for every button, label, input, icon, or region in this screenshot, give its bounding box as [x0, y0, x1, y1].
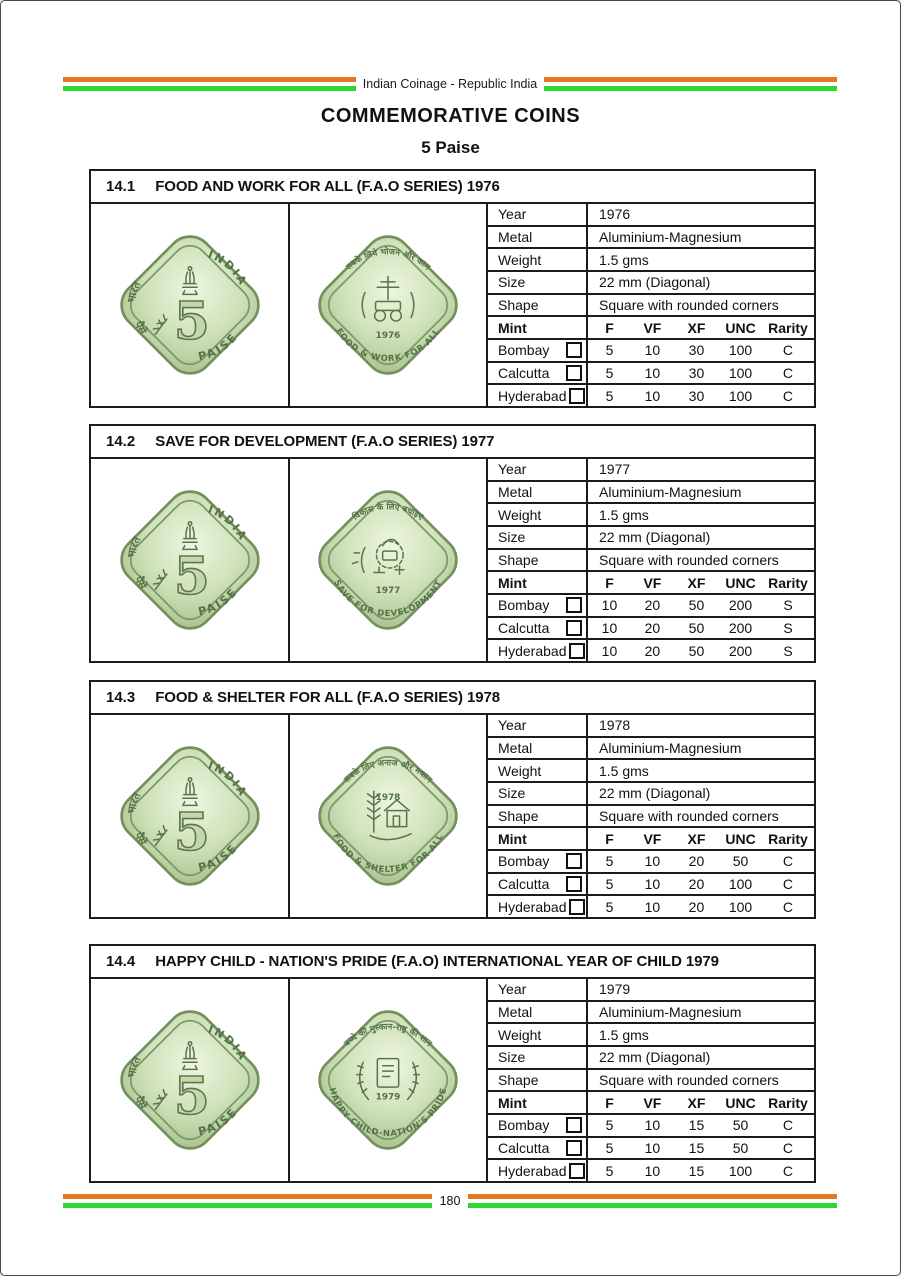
tricolor-stripe-right	[544, 77, 837, 91]
price-f: 10	[601, 642, 618, 659]
spec-label: Size	[488, 783, 588, 804]
price-f: 5	[605, 1140, 614, 1157]
rarity-value: C	[782, 876, 794, 893]
mint-checkbox[interactable]	[569, 388, 585, 404]
rarity-value: C	[782, 387, 794, 404]
spec-value: 1.5 gms	[599, 506, 649, 523]
price-f: 5	[605, 1162, 614, 1179]
coin-denomination: 5	[173, 546, 210, 607]
spec-label: Weight	[488, 249, 588, 270]
mint-col-header: Mint	[488, 572, 588, 593]
coin-obv-unit: PAISE	[196, 1105, 241, 1139]
coin-reverse-image	[308, 480, 468, 640]
price-unc: 200	[728, 620, 753, 637]
section-title: FOOD & SHELTER FOR ALL (F.A.O SERIES) 1978	[155, 689, 500, 706]
spec-table	[488, 715, 814, 917]
mint-row	[488, 1138, 814, 1161]
spec-label: Size	[488, 272, 588, 293]
spec-row	[488, 715, 814, 738]
spec-row	[488, 550, 814, 573]
mint-checkbox[interactable]	[566, 597, 582, 613]
spec-table	[488, 459, 814, 661]
grade-header-rarity: Rarity	[768, 574, 808, 591]
footer-band	[63, 1193, 837, 1208]
coin-rev-legend-hindi: विकास के लिए बचाइए	[350, 501, 426, 522]
mint-checkbox[interactable]	[566, 342, 582, 358]
spec-value: Square with rounded corners	[599, 808, 779, 825]
price-unc: 200	[728, 597, 753, 614]
spec-row	[488, 227, 814, 250]
spec-row	[488, 1002, 814, 1025]
price-f: 10	[601, 597, 618, 614]
price-xf: 30	[688, 342, 705, 359]
mint-row	[488, 1160, 814, 1181]
coin-rev-legend: FOOD & WORK FOR ALL	[334, 326, 442, 364]
mint-col-header: Mint	[488, 828, 588, 849]
price-xf: 15	[688, 1162, 705, 1179]
spec-value: Square with rounded corners	[599, 1072, 779, 1089]
price-unc: 100	[728, 898, 753, 915]
spec-value: 22 mm (Diagonal)	[599, 529, 711, 546]
rarity-value: C	[782, 1117, 794, 1134]
section-title: FOOD AND WORK FOR ALL (F.A.O SERIES) 1976	[155, 178, 500, 195]
coin-reverse-image	[308, 225, 468, 385]
mint-checkbox[interactable]	[566, 1117, 582, 1133]
spec-value: Aluminium-Magnesium	[599, 740, 742, 756]
coin-obv-unit-hindi: पैसे	[131, 574, 149, 592]
grade-header-vf: VF	[643, 574, 662, 591]
mint-row	[488, 1115, 814, 1138]
price-xf: 15	[688, 1140, 705, 1157]
spec-row	[488, 1024, 814, 1047]
spec-row	[488, 979, 814, 1002]
coin-rev-legend-hindi: सबके लिये भोजन और काम	[343, 246, 433, 272]
coin-rev-legend: SAVE FOR DEVELOPMENT	[332, 577, 444, 619]
price-vf: 10	[644, 1162, 661, 1179]
price-xf: 15	[688, 1117, 705, 1134]
coin-rev-year: 1979	[375, 1092, 401, 1103]
coin-reverse	[290, 979, 488, 1181]
spec-label: Metal	[488, 738, 588, 759]
mint-row	[488, 851, 814, 874]
page-title: COMMEMORATIVE COINS	[320, 105, 581, 127]
price-f: 10	[601, 620, 618, 637]
mint-name: Hyderabad	[498, 1162, 567, 1179]
coin-rev-legend: FOOD & SHELTER FOR ALL	[331, 831, 445, 875]
price-unc: 200	[728, 642, 753, 659]
spec-value: Aluminium-Magnesium	[599, 1004, 742, 1020]
mint-header-row	[488, 317, 814, 340]
spec-value: 1977	[599, 461, 631, 478]
spec-value: 1.5 gms	[599, 1026, 649, 1043]
section-title: HAPPY CHILD - NATION'S PRIDE (F.A.O) INTERNATIONAL YEAR OF CHILD 1979	[155, 953, 719, 970]
rarity-value: S	[783, 642, 793, 659]
price-f: 5	[605, 365, 614, 382]
spec-value: 22 mm (Diagonal)	[599, 1049, 711, 1066]
price-vf: 10	[644, 342, 661, 359]
section-header	[91, 426, 814, 459]
spec-row	[488, 1070, 814, 1093]
coin-obverse-image	[110, 225, 270, 385]
spec-value: Square with rounded corners	[599, 552, 779, 569]
spec-label: Year	[488, 204, 588, 225]
coin-rev-year: 1978	[375, 793, 401, 803]
price-f: 5	[605, 342, 614, 359]
price-vf: 10	[644, 365, 661, 382]
spec-label: Shape	[488, 550, 588, 571]
grade-header-xf: XF	[687, 574, 706, 591]
mint-col-header: Mint	[488, 1092, 588, 1113]
section-header	[91, 946, 814, 979]
grade-header-rarity: Rarity	[768, 1094, 808, 1111]
coin-denomination: 5	[173, 802, 210, 863]
grade-header-vf: VF	[643, 830, 662, 847]
spec-row	[488, 527, 814, 550]
spec-value: 1.5 gms	[599, 251, 649, 268]
price-xf: 20	[688, 853, 705, 870]
spec-row	[488, 504, 814, 527]
section-number: 14.1	[106, 178, 136, 195]
coin-reverse	[290, 459, 488, 661]
mint-checkbox[interactable]	[566, 853, 582, 869]
coin-obv-unit-hindi: पैसे	[131, 319, 149, 337]
spec-value: 1979	[599, 981, 631, 998]
price-vf: 10	[644, 898, 661, 915]
mint-header-row	[488, 828, 814, 851]
coin-obv-unit-hindi: पैसे	[131, 1094, 149, 1112]
mint-name: Bombay	[498, 853, 550, 870]
grade-header-vf: VF	[643, 1094, 662, 1111]
grade-header-f: F	[605, 574, 614, 591]
mint-col-header: Mint	[488, 317, 588, 338]
rarity-value: C	[782, 342, 794, 359]
price-unc: 100	[728, 876, 753, 893]
price-vf: 10	[644, 387, 661, 404]
price-unc: 100	[728, 365, 753, 382]
coin-obv-unit: PAISE	[196, 841, 241, 875]
section-14-2	[89, 424, 816, 663]
coin-rev-legend: HAPPY CHILD-NATION'S PRIDE	[327, 1086, 449, 1139]
coin-denomination: 5	[173, 1066, 210, 1127]
price-unc: 100	[728, 342, 753, 359]
price-xf: 50	[688, 642, 705, 659]
price-unc: 50	[732, 1140, 749, 1157]
price-f: 5	[605, 387, 614, 404]
header-band-title: Indian Coinage - Republic India	[362, 76, 538, 91]
mint-name: Bombay	[498, 597, 550, 614]
price-vf: 10	[644, 1117, 661, 1134]
spec-label: Metal	[488, 1002, 588, 1023]
mint-name: Hyderabad	[498, 642, 567, 659]
rarity-value: C	[782, 365, 794, 382]
mint-checkbox[interactable]	[566, 365, 582, 381]
mint-name: Calcutta	[498, 876, 550, 893]
price-f: 5	[605, 1117, 614, 1134]
price-f: 5	[605, 876, 614, 893]
price-xf: 20	[688, 898, 705, 915]
grade-header-unc: UNC	[725, 1094, 756, 1111]
price-unc: 50	[732, 853, 749, 870]
coin-reverse	[290, 204, 488, 406]
spec-row	[488, 272, 814, 295]
grade-header-vf: VF	[643, 319, 662, 336]
rarity-value: C	[782, 1140, 794, 1157]
mint-checkbox[interactable]	[566, 1140, 582, 1156]
coin-obverse-image	[110, 736, 270, 896]
coin-obv-script: भारत	[123, 790, 143, 815]
spec-value: Square with rounded corners	[599, 297, 779, 314]
tricolor-stripe-right	[468, 1194, 837, 1208]
price-xf: 50	[688, 597, 705, 614]
coin-obverse	[91, 979, 290, 1181]
section-14-3	[89, 680, 816, 919]
spec-label: Shape	[488, 806, 588, 827]
rarity-value: C	[782, 1162, 794, 1179]
mint-name: Calcutta	[498, 365, 550, 382]
coin-obv-country: INDIA	[205, 1022, 250, 1064]
header-band	[63, 76, 837, 91]
spec-row	[488, 760, 814, 783]
grade-header-f: F	[605, 1094, 614, 1111]
coin-obv-script: भारत	[123, 279, 143, 304]
spec-label: Weight	[488, 760, 588, 781]
section-title: SAVE FOR DEVELOPMENT (F.A.O SERIES) 1977	[155, 433, 495, 450]
coin-obverse	[91, 459, 290, 661]
price-xf: 50	[688, 620, 705, 637]
price-vf: 10	[644, 1140, 661, 1157]
price-f: 5	[605, 898, 614, 915]
mint-name: Calcutta	[498, 1140, 550, 1157]
section-header	[91, 682, 814, 715]
mint-name: Bombay	[498, 342, 550, 359]
section-14-4	[89, 944, 816, 1183]
spec-value: 1.5 gms	[599, 762, 649, 779]
grade-header-xf: XF	[687, 830, 706, 847]
grade-header-unc: UNC	[725, 830, 756, 847]
price-xf: 20	[688, 876, 705, 893]
rarity-value: C	[782, 853, 794, 870]
mint-checkbox[interactable]	[569, 899, 585, 915]
spec-label: Weight	[488, 1024, 588, 1045]
price-f: 5	[605, 853, 614, 870]
mint-checkbox[interactable]	[566, 620, 582, 636]
mint-checkbox[interactable]	[566, 876, 582, 892]
coin-obverse	[91, 204, 290, 406]
grade-header-f: F	[605, 830, 614, 847]
coin-obv-script: भारत	[123, 1054, 143, 1079]
spec-table	[488, 979, 814, 1181]
spec-label: Shape	[488, 295, 588, 316]
page-number: 180	[439, 1193, 461, 1208]
spec-label: Size	[488, 1047, 588, 1068]
spec-label: Year	[488, 715, 588, 736]
spec-label: Year	[488, 979, 588, 1000]
price-xf: 30	[688, 387, 705, 404]
coin-obv-script: भारत	[123, 534, 143, 559]
coin-rev-legend-hindi: सबके लिए अनाज और मकान	[341, 757, 435, 785]
spec-label: Metal	[488, 482, 588, 503]
grade-header-rarity: Rarity	[768, 319, 808, 336]
section-14-1	[89, 169, 816, 408]
spec-row	[488, 482, 814, 505]
mint-row	[488, 595, 814, 618]
section-number: 14.3	[106, 689, 136, 706]
price-xf: 30	[688, 365, 705, 382]
spec-row	[488, 738, 814, 761]
mint-name: Hyderabad	[498, 387, 567, 404]
spec-row	[488, 295, 814, 318]
mint-row	[488, 874, 814, 897]
coin-obv-unit: PAISE	[196, 585, 241, 619]
spec-label: Weight	[488, 504, 588, 525]
tricolor-stripe-left	[63, 1194, 432, 1208]
coin-obverse-image	[110, 1000, 270, 1160]
grade-header-f: F	[605, 319, 614, 336]
spec-label: Year	[488, 459, 588, 480]
price-vf: 20	[644, 642, 661, 659]
mint-row	[488, 385, 814, 406]
mint-name: Bombay	[498, 1117, 550, 1134]
grade-header-unc: UNC	[725, 319, 756, 336]
coin-rev-legend-hindi: बच्चे की मुस्कान-राष्ट्र की शान	[341, 1021, 435, 1049]
page-subtitle: 5 Paise	[421, 138, 480, 157]
price-vf: 20	[644, 620, 661, 637]
grade-header-unc: UNC	[725, 574, 756, 591]
mint-row	[488, 340, 814, 363]
grade-header-rarity: Rarity	[768, 830, 808, 847]
coin-denomination: 5	[173, 291, 210, 352]
coin-obv-unit: PAISE	[196, 330, 241, 364]
coin-obverse-image	[110, 480, 270, 640]
spec-row	[488, 1047, 814, 1070]
spec-label: Metal	[488, 227, 588, 248]
coin-obv-country: INDIA	[205, 758, 250, 800]
price-unc: 100	[728, 387, 753, 404]
spec-row	[488, 204, 814, 227]
rarity-value: C	[782, 898, 794, 915]
spec-value: 1976	[599, 206, 631, 223]
spec-row	[488, 249, 814, 272]
mint-row	[488, 896, 814, 917]
coin-obv-country: INDIA	[205, 502, 250, 544]
coin-reverse-image	[308, 736, 468, 896]
spec-value: Aluminium-Magnesium	[599, 484, 742, 500]
tricolor-stripe-left	[63, 77, 356, 91]
mint-name: Hyderabad	[498, 898, 567, 915]
spec-row	[488, 806, 814, 829]
section-number: 14.4	[106, 953, 136, 970]
spec-label: Shape	[488, 1070, 588, 1091]
mint-checkbox[interactable]	[569, 1163, 585, 1179]
coin-obv-unit-hindi: पैसे	[131, 830, 149, 848]
price-unc: 100	[728, 1162, 753, 1179]
mint-name: Calcutta	[498, 620, 550, 637]
mint-header-row	[488, 572, 814, 595]
coin-obverse	[91, 715, 290, 917]
coin-rev-year: 1976	[375, 330, 401, 341]
spec-row	[488, 783, 814, 806]
coin-reverse	[290, 715, 488, 917]
coin-rev-year: 1977	[375, 585, 401, 596]
mint-header-row	[488, 1092, 814, 1115]
section-header	[91, 171, 814, 204]
mint-row	[488, 363, 814, 386]
spec-row	[488, 459, 814, 482]
price-unc: 50	[732, 1117, 749, 1134]
spec-value: 22 mm (Diagonal)	[599, 785, 711, 802]
grade-header-xf: XF	[687, 1094, 706, 1111]
section-number: 14.2	[106, 433, 136, 450]
price-vf: 10	[644, 853, 661, 870]
rarity-value: S	[783, 620, 793, 637]
price-vf: 20	[644, 597, 661, 614]
spec-label: Size	[488, 527, 588, 548]
spec-value: 1978	[599, 717, 631, 734]
mint-row	[488, 640, 814, 661]
mint-checkbox[interactable]	[569, 643, 585, 659]
rarity-value: S	[783, 597, 793, 614]
coin-obv-country: INDIA	[205, 247, 250, 289]
spec-table	[488, 204, 814, 406]
spec-value: Aluminium-Magnesium	[599, 229, 742, 245]
coin-reverse-image	[308, 1000, 468, 1160]
price-vf: 10	[644, 876, 661, 893]
mint-row	[488, 618, 814, 641]
grade-header-xf: XF	[687, 319, 706, 336]
spec-value: 22 mm (Diagonal)	[599, 274, 711, 291]
